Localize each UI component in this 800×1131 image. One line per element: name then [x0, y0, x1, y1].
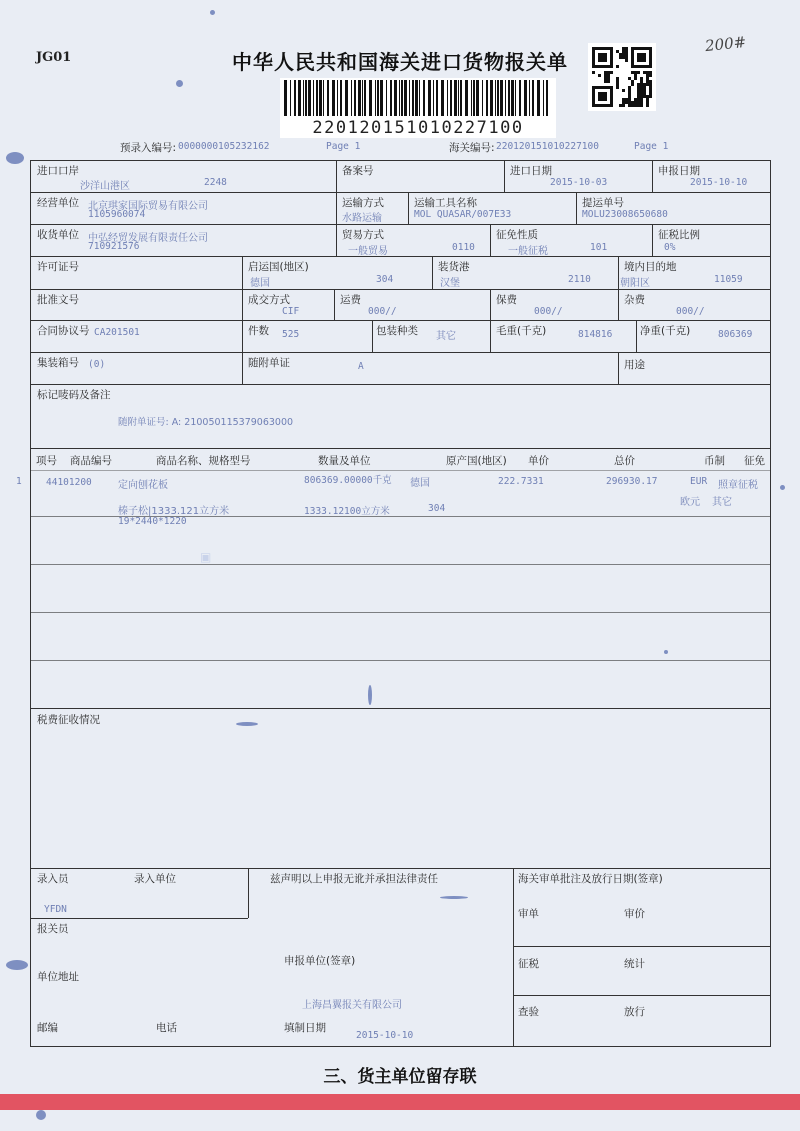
- import-port-value: 沙洋山港区: [80, 181, 130, 192]
- pre-entry-label: 预录入编号:: [120, 142, 177, 154]
- transport-mode-value: 水路运输: [342, 213, 382, 224]
- license-no-label: 许可证号: [37, 261, 79, 273]
- misc-fee-label: 杂费: [624, 294, 645, 306]
- import-date-value: 2015-10-03: [550, 177, 608, 188]
- marks-value: 随附单证号: A: 210050115379063000: [118, 417, 294, 428]
- attached-docs-value: A: [358, 361, 364, 372]
- goods-origin-code: 304: [428, 503, 446, 514]
- deal-mode-value: CIF: [282, 306, 300, 317]
- destination-label: 境内目的地: [624, 261, 677, 273]
- declaring-unit-label: 申报单位(签章): [284, 955, 356, 967]
- declare-date-label: 申报日期: [658, 165, 700, 177]
- declarant-label: 报关员: [37, 923, 69, 935]
- tax-ratio-label: 征税比例: [658, 229, 700, 241]
- fill-date-label: 填制日期: [284, 1022, 326, 1034]
- goods-currency-name: 欧元: [680, 497, 700, 508]
- net-weight-value: 806369: [718, 329, 753, 340]
- gross-weight-label: 毛重(千克): [496, 325, 547, 337]
- goods-unit-price: 222.7331: [498, 476, 544, 487]
- marks-label: 标记唛码及备注: [37, 389, 111, 401]
- declaration-statement: 兹声明以上申报无讹并承担法律责任: [270, 873, 438, 885]
- declare-date-value: 2015-10-10: [690, 177, 748, 188]
- goods-header-name: 商品名称、规格型号: [156, 455, 251, 467]
- goods-qty-1: 806369.00000千克: [304, 475, 392, 486]
- goods-header-unit-price: 单价: [528, 455, 549, 467]
- goods-header-code: 商品编号: [70, 455, 112, 467]
- consignee-label: 收货单位: [37, 229, 79, 241]
- gross-weight-value: 814816: [578, 329, 613, 340]
- goods-header-item: 项号: [36, 455, 57, 467]
- customs-review-label: 海关审单批注及放行日期(签章): [518, 873, 663, 885]
- destination-value: 朝阳区: [620, 278, 650, 289]
- misc-fee-value: 000//: [676, 306, 705, 317]
- deal-mode-label: 成交方式: [248, 294, 290, 306]
- entry-unit-label: 录入单位: [134, 873, 176, 885]
- record-no-label: 备案号: [342, 165, 374, 177]
- pricing-label: 审价: [624, 908, 645, 920]
- origin-country-value: 德国: [250, 278, 270, 289]
- copy-name: 三、货主单位留存联: [323, 1067, 477, 1087]
- loading-port-label: 装货港: [438, 261, 470, 273]
- handwritten-note: 200#: [704, 32, 748, 56]
- entry-clerk-value: YFDN: [44, 904, 67, 915]
- declaring-unit-value: 上海昌翼报关有限公司: [302, 1000, 402, 1011]
- phone-label: 电话: [156, 1022, 177, 1034]
- attached-docs-label: 随附单证: [248, 357, 290, 369]
- import-date-label: 进口日期: [510, 165, 552, 177]
- tax-section-label: 税费征收情况: [37, 714, 100, 726]
- barcode: [280, 78, 556, 118]
- approval-no-label: 批准文号: [37, 294, 79, 306]
- package-type-value: 其它: [436, 331, 456, 342]
- inspection-label: 查验: [518, 1006, 539, 1018]
- goods-total-price: 296930.17: [606, 476, 658, 487]
- freight-label: 运费: [340, 294, 361, 306]
- contract-no-label: 合同协议号: [37, 325, 90, 337]
- insurance-value: 000//: [534, 306, 563, 317]
- operator-value: 北京琪家国际贸易有限公司: [88, 201, 208, 212]
- page-title: 中华人民共和国海关进口货物报关单: [232, 50, 568, 74]
- goods-origin: 德国: [410, 478, 430, 489]
- goods-header-exemption: 征免: [744, 455, 765, 467]
- unit-address-label: 单位地址: [37, 971, 79, 983]
- pieces-label: 件数: [248, 325, 269, 337]
- fill-date-value: 2015-10-10: [356, 1030, 414, 1041]
- levy-label: 征税: [518, 958, 539, 970]
- goods-header-origin: 原产国(地区): [446, 455, 507, 467]
- container-no-value: (0): [88, 359, 106, 370]
- goods-currency-code: EUR: [690, 476, 708, 487]
- import-port-label: 进口口岸: [37, 165, 79, 177]
- operator-label: 经营单位: [37, 197, 79, 209]
- loading-port-value: 汉堡: [440, 278, 460, 289]
- transport-name-value: MOL QUASAR/007E33: [414, 209, 512, 220]
- pieces-value: 525: [282, 329, 300, 340]
- review-label: 审单: [518, 908, 539, 920]
- container-no-label: 集装箱号: [37, 357, 79, 369]
- page-indicator-1: Page 1: [326, 141, 361, 152]
- tax-ratio-value: 0%: [664, 242, 676, 253]
- import-port-code: 2248: [204, 177, 227, 188]
- operator-code: 1105960074: [88, 209, 146, 220]
- postcode-label: 邮编: [37, 1022, 58, 1034]
- trade-mode-value: 一般贸易: [348, 246, 388, 257]
- goods-exemption-2: 其它: [712, 497, 732, 508]
- origin-country-code: 304: [376, 274, 394, 285]
- barcode-number: 220120151010227100: [280, 118, 556, 138]
- bill-no-label: 提运单号: [582, 197, 624, 209]
- goods-header-qty: 数量及单位: [318, 455, 371, 467]
- usage-label: 用途: [624, 359, 645, 371]
- goods-header-currency: 币制: [704, 455, 725, 467]
- qr-code-icon: [588, 43, 656, 111]
- freight-value: 000//: [368, 306, 397, 317]
- insurance-label: 保费: [496, 294, 517, 306]
- goods-dimensions: 19*2440*1220: [118, 516, 187, 527]
- goods-item-no: 1: [16, 476, 22, 487]
- trade-mode-label: 贸易方式: [342, 229, 384, 241]
- form-code: JG01: [36, 50, 72, 65]
- statistics-label: 统计: [624, 958, 645, 970]
- origin-country-label: 启运国(地区): [248, 261, 309, 273]
- goods-name: 定向刨花板: [118, 480, 168, 491]
- customs-number: 220120151010227100: [496, 141, 599, 152]
- qr-graphic: [592, 47, 652, 107]
- net-weight-label: 净重(千克): [640, 325, 691, 337]
- release-label: 放行: [624, 1006, 645, 1018]
- consignee-code: 710921576: [88, 241, 140, 252]
- red-stripe: [0, 1094, 800, 1110]
- transport-name-label: 运输工具名称: [414, 197, 477, 209]
- loading-port-code: 2110: [568, 274, 591, 285]
- tax-nature-code: 101: [590, 242, 608, 253]
- trade-mode-code: 0110: [452, 242, 475, 253]
- tax-nature-value: 一般征税: [508, 246, 548, 257]
- watermark: ▣: [200, 550, 212, 564]
- barcode-graphic: [280, 78, 556, 118]
- consignee-value: 中弘经贸发展有限责任公司: [88, 233, 208, 244]
- goods-header-total: 总价: [614, 455, 635, 467]
- destination-code: 11059: [714, 274, 743, 285]
- bill-no-value: MOLU23008650680: [582, 209, 668, 220]
- goods-spec: 榛子松|1333.121立方米: [118, 506, 230, 517]
- pre-entry-number: 0000000105232162: [178, 141, 270, 152]
- contract-no-value: CA201501: [94, 327, 140, 338]
- goods-code: 44101200: [46, 477, 92, 488]
- customs-no-label: 海关编号:: [449, 142, 495, 154]
- page-indicator-2: Page 1: [634, 141, 669, 152]
- entry-clerk-label: 录入员: [37, 873, 69, 885]
- goods-exemption: 照章征税: [718, 480, 758, 491]
- package-type-label: 包装种类: [376, 325, 418, 337]
- goods-qty-2: 1333.12100立方米: [304, 506, 390, 517]
- tax-nature-label: 征免性质: [496, 229, 538, 241]
- transport-mode-label: 运输方式: [342, 197, 384, 209]
